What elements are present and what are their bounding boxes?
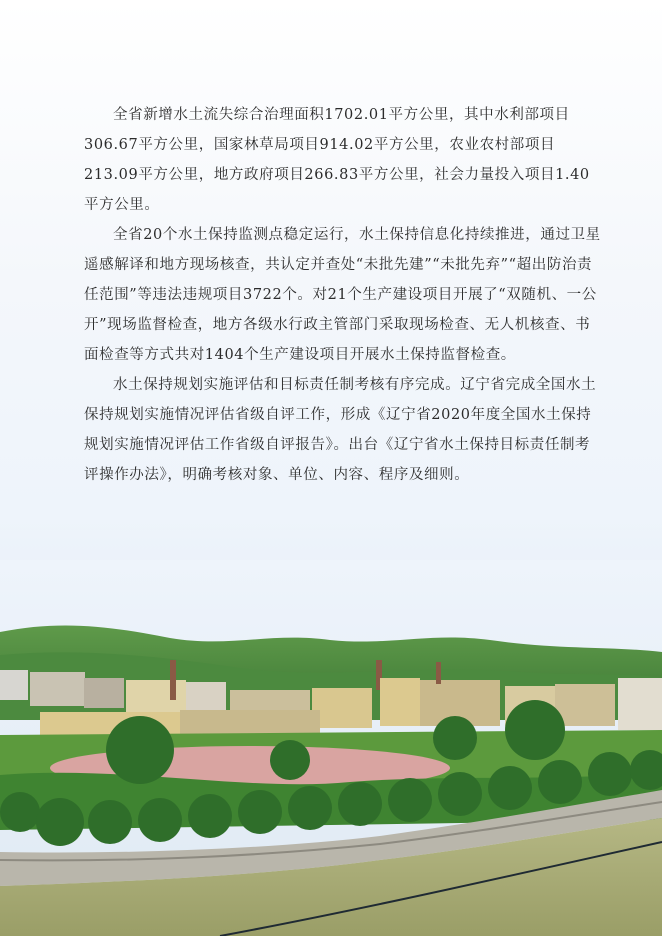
paragraph-planning-assessment: 水土保持规划实施评估和目标责任制考核有序完成。辽宁省完成全国水土保持规划实施情况评估省级自评工作，形成《辽宁省2020年度全国水土保持规划实施情况评估工作省级自评报告》。出台《辽宁省水土保持目标责任制考评操作办法》，明确考核对象、单位、内容、程序及细则。 <box>84 377 597 483</box>
paragraph-monitoring: 全省20个水土保持监测点稳定运行，水土保持信息化持续推进，通过卫星遥感解译和地方现场核查，共认定并查处“未批先建”“未批先弃”“超出防治责任范围”等违法违规项目3722个。对21个生产建设项目开展了“双随机、一公开”现场监督检查，地方各级水行政主管部门采取现场检查、无人机核查、书面检查等方式共对1404个生产建设项目开展水土保持监督检查。 <box>84 227 601 363</box>
body-text <box>84 100 604 490</box>
paragraph-erosion-control: 全省新增水土流失综合治理面积1702.01平方公里，其中水利部项目306.67平方公里，国家林草局项目914.02平方公里，农业农村部项目213.09平方公里，地方政府项目266.83平方公里，社会力量投入项目1.40平方公里。 <box>84 107 590 213</box>
landscape-photo <box>0 560 662 936</box>
